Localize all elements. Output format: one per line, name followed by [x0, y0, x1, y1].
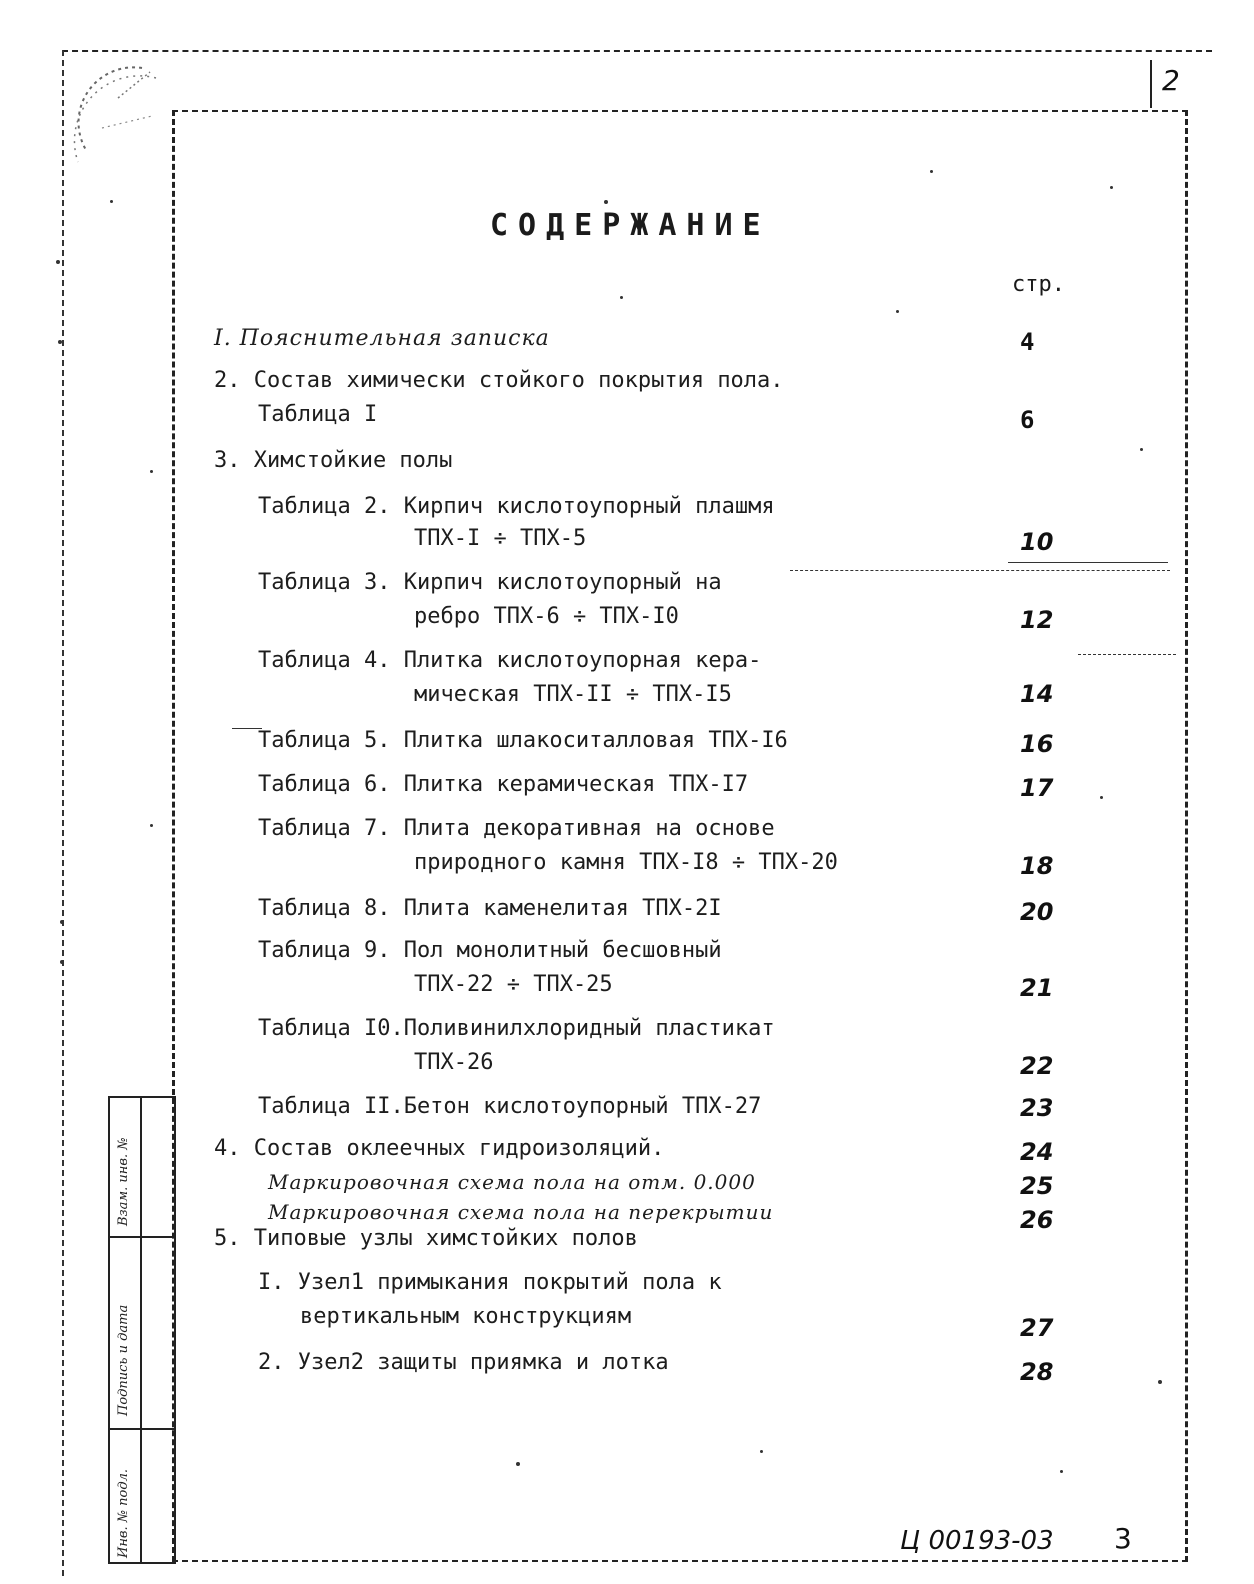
underline-rule — [1008, 562, 1168, 563]
toc-page-node-1: 27 — [1020, 1314, 1054, 1342]
toc-page-1: 4 — [1020, 328, 1035, 356]
toc-entry-marking-scheme-2: Маркировочная схема пола на перекрытии — [268, 1200, 774, 1224]
toc-page-2: 6 — [1020, 406, 1035, 434]
toc-page-node-2: 28 — [1020, 1358, 1054, 1386]
toc-page-table-2: 10 — [1020, 528, 1054, 556]
toc-page-table-9: 21 — [1020, 974, 1054, 1002]
toc-entry-2-line-1: 2. Состав химически стойкого покрытия пола. — [214, 368, 784, 393]
dashed-rule — [1078, 654, 1176, 655]
strip-cell-divider — [110, 1236, 174, 1238]
toc-entry-table-3-line-2: ребро ТПХ-6 ÷ ТПХ-I0 — [414, 604, 679, 629]
toc-page-table-4: 14 — [1020, 680, 1054, 708]
toc-entry-table-4-line-2: мическая ТПХ-II ÷ ТПХ-I5 — [414, 682, 732, 707]
dashed-rule — [790, 570, 1170, 571]
document-code: Ц 00193-03 — [900, 1526, 1054, 1556]
strip-column-divider — [140, 1098, 142, 1562]
dash-mark — [232, 728, 262, 729]
toc-entry-table-9-line-1: Таблица 9. Пол монолитный бесшовный — [258, 938, 722, 963]
toc-page-table-7: 18 — [1020, 852, 1054, 880]
toc-entry-table-4-line-1: Таблица 4. Плитка кислотоупорная кера- — [258, 648, 762, 673]
strip-label-original-inventory: Инв. № подл. — [116, 1468, 131, 1558]
toc-page-table-3: 12 — [1020, 606, 1054, 634]
toc-page-4: 24 — [1020, 1138, 1054, 1166]
toc-entry-2-line-2: Таблица I — [258, 402, 378, 427]
strip-label-replacement: Взам. инв. № — [116, 1137, 131, 1226]
toc-entry-node-2: 2. Узел2 защиты приямка и лотка — [258, 1350, 669, 1375]
toc-entry-table-7-line-2: природного камня ТПХ-I8 ÷ ТПХ-20 — [414, 850, 838, 875]
toc-entry-table-7-line-1: Таблица 7. Плита декоративная на основе — [258, 816, 775, 841]
side-title-block — [108, 1096, 176, 1564]
toc-entry-table-10-line-1: Таблица I0.Поливинилхлоридный пластикат — [258, 1016, 775, 1041]
document-sheet-number: 3 — [1114, 1522, 1132, 1555]
toc-entry-node-1-line-1: I. Узел1 примыкания покрытий пола к — [258, 1270, 722, 1295]
toc-entry-node-1-line-2: вертикальным конструкциям — [300, 1304, 632, 1329]
toc-entry-table-11: Таблица II.Бетон кислотоупорный ТПХ-27 — [258, 1094, 762, 1119]
toc-page-table-5: 16 — [1020, 730, 1054, 758]
toc-entry-marking-scheme-1: Маркировочная схема пола на отм. 0.000 — [268, 1170, 756, 1194]
toc-entry-5: 5. Типовые узлы химстойких полов — [214, 1226, 638, 1251]
toc-entry-table-6: Таблица 6. Плитка керамическая ТПХ-I7 — [258, 772, 749, 797]
toc-entry-table-10-line-2: ТПХ-26 — [414, 1050, 494, 1075]
page-title: СОДЕРЖАНИЕ — [490, 208, 771, 243]
strip-cell-divider — [110, 1428, 174, 1430]
stamp-icon — [72, 58, 164, 168]
toc-entry-table-2-line-1: Таблица 2. Кирпич кислотоупорный плашмя — [258, 494, 775, 519]
toc-entry-1: I. Пояснительная записка — [214, 326, 550, 351]
toc-entry-table-3-line-1: Таблица 3. Кирпич кислотоупорный на — [258, 570, 722, 595]
toc-page-marking-scheme-2: 26 — [1020, 1206, 1054, 1234]
toc-entry-4: 4. Состав оклеечных гидроизоляций. — [214, 1136, 665, 1161]
toc-page-table-10: 22 — [1020, 1052, 1054, 1080]
strip-label-signature-date: Подпись и дата — [116, 1304, 131, 1416]
toc-entry-3: 3. Химстойкие полы — [214, 448, 453, 473]
toc-page-marking-scheme-1: 25 — [1020, 1172, 1054, 1200]
toc-entry-table-5: Таблица 5. Плитка шлакоситалловая ТПХ-I6 — [258, 728, 788, 753]
page-column-header: стр. — [1012, 272, 1065, 297]
toc-page-table-6: 17 — [1020, 774, 1054, 802]
toc-page-table-8: 20 — [1020, 898, 1054, 926]
toc-page-table-11: 23 — [1020, 1094, 1054, 1122]
sheet-number: 2 — [1162, 64, 1180, 97]
toc-entry-table-9-line-2: ТПХ-22 ÷ ТПХ-25 — [414, 972, 613, 997]
toc-entry-table-2-line-2: ТПХ-I ÷ ТПХ-5 — [414, 526, 587, 551]
toc-entry-table-8: Таблица 8. Плита каменелитая ТПХ-2I — [258, 896, 722, 921]
